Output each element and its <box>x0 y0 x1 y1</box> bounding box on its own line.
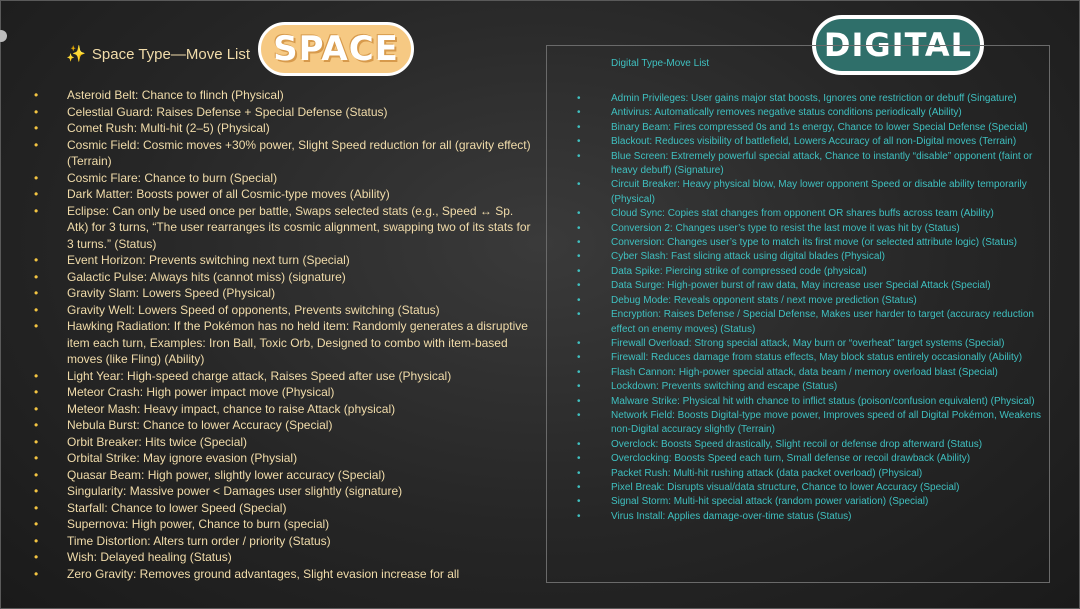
space-badge <box>258 22 414 76</box>
move-list-item: • Data Surge: High-power burst of raw data, May increase user Special Attack (Special) <box>577 279 1042 293</box>
move-list-item: • Data Spike: Piercing strike of compressed code (physical) <box>577 265 1042 279</box>
move-list-item: • Celestial Guard: Raises Defense + Special Defense (Status) <box>34 104 534 121</box>
move-list-item: • Flash Cannon: High-power special attack, data beam / memory overload blast (Special) <box>577 366 1042 380</box>
move-list-item: • Packet Rush: Multi-hit rushing attack (data packet overload) (Physical) <box>577 467 1042 481</box>
move-list-item: • Blackout: Reduces visibility of battlefield, Lowers Accuracy of all non-Digital moves (Terrain) <box>577 135 1042 149</box>
move-list-item: • Pixel Break: Disrupts visual/data structure, Chance to lower Accuracy (Special) <box>577 481 1042 495</box>
move-list-item: • Conversion: Changes user’s type to match its first move (or selected attribute logic) (Status) <box>577 236 1042 250</box>
move-list-item: • Firewall Overload: Strong special attack, May burn or “overheat” target systems (Special) <box>577 337 1042 351</box>
move-list-item: • Comet Rush: Multi-hit (2–5) (Physical) <box>34 120 534 137</box>
space-title-row <box>66 44 250 64</box>
move-list-item: • Light Year: High-speed charge attack, Raises Speed after use (Physical) <box>34 368 534 385</box>
move-list-item: • Gravity Slam: Lowers Speed (Physical) <box>34 285 534 302</box>
move-list-item: • Lockdown: Prevents switching and escape (Status) <box>577 380 1042 394</box>
move-list-item: • Eclipse: Can only be used once per battle, Swaps selected stats (e.g., Speed ↔ Sp. Atk) for 3 turns, “The user rearranges its cosmic alignment, swapping two of its stats for 3 turns.” (Status) <box>34 203 534 253</box>
move-list-item: • Supernova: High power, Chance to burn (special) <box>34 516 534 533</box>
move-list-item: • Singularity: Massive power < Damages user slightly (signature) <box>34 483 534 500</box>
move-list-item: • Cosmic Field: Cosmic moves +30% power, Slight Speed reduction for all (gravity effect) (Terrain) <box>34 137 534 170</box>
move-list-item: • Conversion 2: Changes user’s type to resist the last move it was hit by (Status) <box>577 222 1042 236</box>
move-list-item: • Time Distortion: Alters turn order / priority (Status) <box>34 533 534 550</box>
move-list-item: • Antivirus: Automatically removes negative status conditions periodically (Ability) <box>577 106 1042 120</box>
digital-title: Digital Type-Move List <box>611 58 710 69</box>
move-list-item: • Dark Matter: Boosts power of all Cosmic-type moves (Ability) <box>34 186 534 203</box>
move-list-item: • Overclocking: Boosts Speed each turn, Small defense or recoil drawback (Ability) <box>577 452 1042 466</box>
move-list-item: • Virus Install: Applies damage-over-time status (Status) <box>577 510 1042 524</box>
digital-move-list <box>577 92 1042 524</box>
move-list-item: • Starfall: Chance to lower Speed (Special) <box>34 500 534 517</box>
move-list-item: • Malware Strike: Physical hit with chance to inflict status (poison/confusion equivalent) (Physical) <box>577 395 1042 409</box>
move-list-item: • Cloud Sync: Copies stat changes from opponent OR shares buffs across team (Ability) <box>577 207 1042 221</box>
move-list-item: • Signal Storm: Multi-hit special attack (random power variation) (Special) <box>577 495 1042 509</box>
move-list-item: • Firewall: Reduces damage from status effects, May block status entirely occasionally (Ability) <box>577 351 1042 365</box>
move-list-item: • Wish: Delayed healing (Status) <box>34 549 534 566</box>
move-list-item: • Event Horizon: Prevents switching next turn (Special) <box>34 252 534 269</box>
move-list-item: • Debug Mode: Reveals opponent stats / next move prediction (Status) <box>577 294 1042 308</box>
move-list-item: • Circuit Breaker: Heavy physical blow, May lower opponent Speed or disable ability temporarily (Physical) <box>577 178 1042 207</box>
move-list-item: • Quasar Beam: High power, slightly lower accuracy (Special) <box>34 467 534 484</box>
move-list-item: • Orbit Breaker: Hits twice (Special) <box>34 434 534 451</box>
move-list-item: • Admin Privileges: User gains major stat boosts, Ignores one restriction or debuff (Singature) <box>577 92 1042 106</box>
move-list-item: • Asteroid Belt: Chance to flinch (Physical) <box>34 87 534 104</box>
move-list-item: • Cosmic Flare: Chance to burn (Special) <box>34 170 534 187</box>
move-list-item: • Encryption: Raises Defense / Special Defense, Makes user harder to target (accuracy reduction effect on enemy moves) (Status) <box>577 308 1042 337</box>
move-list-item: • Orbital Strike: May ignore evasion (Physial) <box>34 450 534 467</box>
move-list-item: • Overclock: Boosts Speed drastically, Slight recoil or defense drop afterward (Status) <box>577 438 1042 452</box>
move-list-item: • Nebula Burst: Chance to lower Accuracy (Special) <box>34 417 534 434</box>
move-list-item: • Hawking Radiation: If the Pokémon has no held item: Randomly generates a disruptive item each turn, Examples: Iron Ball, Toxic Orb, Designed to combo with item-based moves (like Fling) (Ability) <box>34 318 534 368</box>
move-list-item: • Blue Screen: Extremely powerful special attack, Chance to instantly “disable” opponent (faint or heavy debuff) (Signature) <box>577 150 1042 179</box>
move-list-item: • Binary Beam: Fires compressed 0s and 1s energy, Chance to lower Special Defense (Special) <box>577 121 1042 135</box>
space-move-list <box>34 87 534 582</box>
sparkle-icon: ✨ <box>66 46 86 63</box>
space-title: Space Type—Move List <box>91 45 251 63</box>
space-badge-label: SPACE <box>273 29 399 69</box>
move-list-item: • Network Field: Boosts Digital-type move power, Improves speed of all Digital Pokémon, Weakens non-Digital accuracy slightly (Terrain) <box>577 409 1042 438</box>
move-list-item: • Galactic Pulse: Always hits (cannot miss) (signature) <box>34 269 534 286</box>
move-list-item: • Zero Gravity: Removes ground advantages, Slight evasion increase for all <box>34 566 534 583</box>
move-list-item: • Meteor Crash: High power impact move (Physical) <box>34 384 534 401</box>
move-list-item: • Meteor Mash: Heavy impact, chance to raise Attack (physical) <box>34 401 534 418</box>
digital-badge-label: DIGITAL <box>823 26 973 64</box>
move-list-item: • Cyber Slash: Fast slicing attack using digital blades (Physical) <box>577 250 1042 264</box>
move-list-item: • Gravity Well: Lowers Speed of opponents, Prevents switching (Status) <box>34 302 534 319</box>
